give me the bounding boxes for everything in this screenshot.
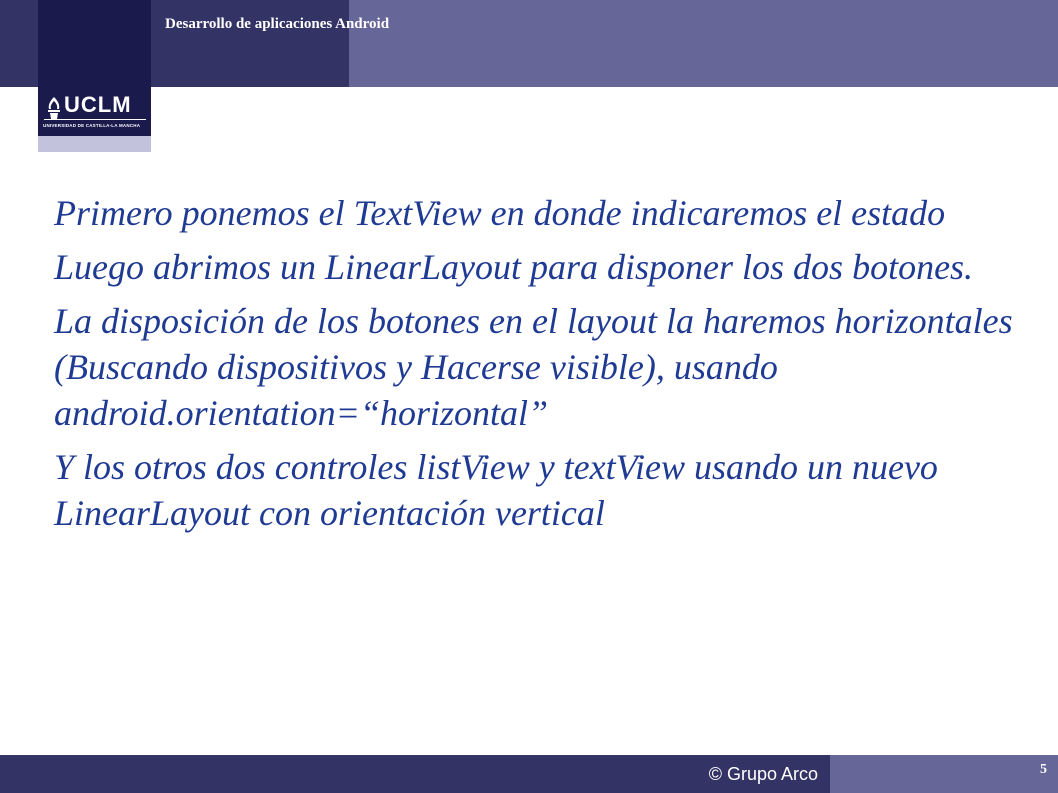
body-paragraph-1: Primero ponemos el TextView en donde indicaremos el estado [54, 193, 946, 233]
uclm-logo [38, 87, 151, 152]
header-dark-block [38, 0, 151, 87]
header-light-band [349, 0, 1058, 87]
body-paragraph-3: La disposición de los botones en el layout la haremos horizontales (Buscando dispositivos y Hacerse visible), usando android.orientation=“horizontal” [54, 301, 1013, 433]
body-paragraph-2: Luego abrimos un LinearLayout para disponer los dos botones. [54, 247, 974, 287]
footer-copyright: © Grupo Arco [708, 764, 818, 784]
footer-light-band [830, 755, 1058, 793]
slide-header-title: Desarrollo de aplicaciones Android [165, 16, 390, 32]
page-number: 5 [1040, 762, 1047, 777]
logo-wordmark: UCLM [64, 92, 132, 117]
logo-badge [38, 87, 151, 136]
header-mid-block [151, 0, 349, 87]
header-left-strip [0, 0, 38, 87]
slide-body [54, 190, 1014, 544]
body-paragraph-4: Y los otros dos controles listView y textView usando un nuevo LinearLayout con orientación vertical [54, 447, 938, 533]
logo-divider [44, 119, 146, 120]
logo-subtitle: UNIVERSIDAD DE CASTILLA-LA MANCHA [43, 123, 141, 128]
